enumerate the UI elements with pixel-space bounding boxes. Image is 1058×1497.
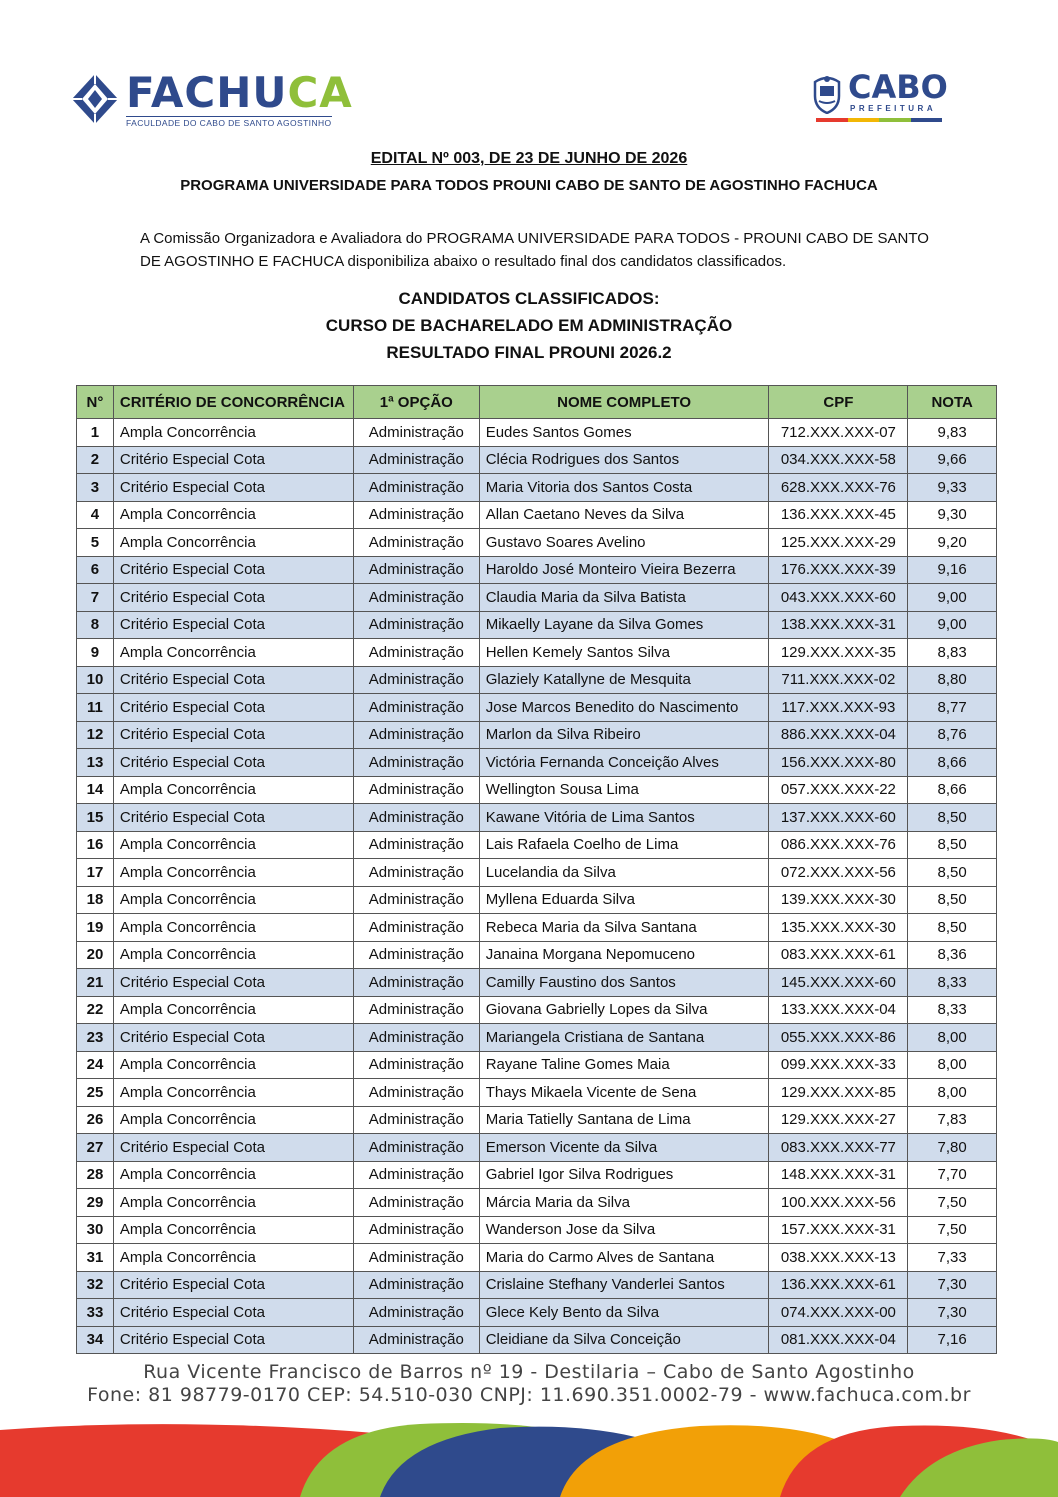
table-row	[77, 1244, 997, 1272]
table-row	[77, 1189, 997, 1217]
row-grade: 8,50	[908, 886, 997, 914]
table-row	[77, 804, 997, 832]
row-name: Victória Fernanda Conceição Alves	[479, 749, 769, 777]
table-row	[77, 1299, 997, 1327]
row-number: 13	[77, 749, 114, 777]
row-cpf: 086.XXX.XXX-76	[769, 831, 908, 859]
row-name: Gabriel Igor Silva Rodrigues	[479, 1161, 769, 1189]
row-criterion: Ampla Concorrência	[113, 1161, 353, 1189]
row-grade: 8,76	[908, 721, 997, 749]
table-row	[77, 694, 997, 722]
row-name: Wellington Sousa Lima	[479, 776, 769, 804]
row-criterion: Ampla Concorrência	[113, 1051, 353, 1079]
row-criterion: Ampla Concorrência	[113, 1106, 353, 1134]
row-number: 24	[77, 1051, 114, 1079]
table-row	[77, 776, 997, 804]
row-cpf: 136.XXX.XXX-45	[769, 501, 908, 529]
row-option: Administração	[353, 1326, 479, 1354]
row-criterion: Ampla Concorrência	[113, 996, 353, 1024]
table-row	[77, 859, 997, 887]
cabo-wordmark: CABO	[848, 68, 948, 106]
row-grade: 9,16	[908, 556, 997, 584]
row-option: Administração	[353, 996, 479, 1024]
row-criterion: Critério Especial Cota	[113, 804, 353, 832]
table-row	[77, 831, 997, 859]
row-option: Administração	[353, 831, 479, 859]
row-option: Administração	[353, 1299, 479, 1327]
row-criterion: Critério Especial Cota	[113, 446, 353, 474]
row-cpf: 129.XXX.XXX-35	[769, 639, 908, 667]
row-name: Allan Caetano Neves da Silva	[479, 501, 769, 529]
row-option: Administração	[353, 1106, 479, 1134]
footer-contact: Fone: 81 98779-0170 CEP: 54.510-030 CNPJ: 11.690.351.0002-79 - www.fachuca.com.br	[87, 1384, 971, 1406]
row-grade: 9,83	[908, 419, 997, 447]
row-grade: 8,77	[908, 694, 997, 722]
row-criterion: Critério Especial Cota	[113, 1271, 353, 1299]
row-number: 33	[77, 1299, 114, 1327]
cabo-color-stripe	[816, 118, 942, 122]
row-number: 5	[77, 529, 114, 557]
row-grade: 7,80	[908, 1134, 997, 1162]
row-name: Wanderson Jose da Silva	[479, 1216, 769, 1244]
row-cpf: 129.XXX.XXX-85	[769, 1079, 908, 1107]
row-criterion: Ampla Concorrência	[113, 886, 353, 914]
intro-line: DE AGOSTINHO E FACHUCA disponibiliza abaixo o resultado final dos candidatos classificados.	[140, 253, 787, 270]
row-option: Administração	[353, 446, 479, 474]
row-criterion: Ampla Concorrência	[113, 831, 353, 859]
program-title: PROGRAMA UNIVERSIDADE PARA TODOS PROUNI CABO DE SANTO DE AGOSTINHO FACHUCA	[180, 177, 878, 194]
row-grade: 9,20	[908, 529, 997, 557]
row-grade: 8,83	[908, 639, 997, 667]
table-row	[77, 446, 997, 474]
fachuca-tagline: FACULDADE DO CABO DE SANTO AGOSTINHO	[126, 118, 332, 128]
row-name: Lucelandia da Silva	[479, 859, 769, 887]
row-number: 28	[77, 1161, 114, 1189]
row-criterion: Critério Especial Cota	[113, 474, 353, 502]
row-cpf: 628.XXX.XXX-76	[769, 474, 908, 502]
row-name: Haroldo José Monteiro Vieira Bezerra	[479, 556, 769, 584]
row-grade: 7,70	[908, 1161, 997, 1189]
intro-line: A Comissão Organizadora e Avaliadora do PROGRAMA UNIVERSIDADE PARA TODOS - PROUNI CABO DE SANTO	[140, 230, 929, 247]
row-criterion: Critério Especial Cota	[113, 749, 353, 777]
row-number: 9	[77, 639, 114, 667]
table-header-row	[77, 386, 997, 419]
row-number: 14	[77, 776, 114, 804]
row-criterion: Ampla Concorrência	[113, 859, 353, 887]
row-cpf: 125.XXX.XXX-29	[769, 529, 908, 557]
course-heading: CURSO DE BACHARELADO EM ADMINISTRAÇÃO	[325, 316, 733, 335]
row-criterion: Ampla Concorrência	[113, 1189, 353, 1217]
row-criterion: Ampla Concorrência	[113, 941, 353, 969]
row-option: Administração	[353, 1051, 479, 1079]
row-grade: 8,50	[908, 859, 997, 887]
row-number: 23	[77, 1024, 114, 1052]
row-number: 10	[77, 666, 114, 694]
row-grade: 8,66	[908, 749, 997, 777]
row-option: Administração	[353, 529, 479, 557]
row-cpf: 156.XXX.XXX-80	[769, 749, 908, 777]
header-number: N°	[77, 386, 114, 419]
row-cpf: 139.XXX.XXX-30	[769, 886, 908, 914]
results-table	[76, 385, 997, 1354]
row-grade: 7,30	[908, 1271, 997, 1299]
row-cpf: 135.XXX.XXX-30	[769, 914, 908, 942]
row-number: 6	[77, 556, 114, 584]
table-row	[77, 611, 997, 639]
row-number: 15	[77, 804, 114, 832]
row-grade: 7,16	[908, 1326, 997, 1354]
row-grade: 8,66	[908, 776, 997, 804]
row-option: Administração	[353, 859, 479, 887]
row-criterion: Critério Especial Cota	[113, 1299, 353, 1327]
table-row	[77, 1134, 997, 1162]
row-grade: 7,50	[908, 1189, 997, 1217]
header-cpf: CPF	[769, 386, 908, 419]
row-cpf: 117.XXX.XXX-93	[769, 694, 908, 722]
row-grade: 7,50	[908, 1216, 997, 1244]
row-name: Rebeca Maria da Silva Santana	[479, 914, 769, 942]
row-name: Eudes Santos Gomes	[479, 419, 769, 447]
row-grade: 8,00	[908, 1079, 997, 1107]
row-cpf: 099.XXX.XXX-33	[769, 1051, 908, 1079]
row-option: Administração	[353, 694, 479, 722]
row-name: Marlon da Silva Ribeiro	[479, 721, 769, 749]
row-option: Administração	[353, 1271, 479, 1299]
row-grade: 8,00	[908, 1051, 997, 1079]
row-number: 26	[77, 1106, 114, 1134]
row-criterion: Ampla Concorrência	[113, 639, 353, 667]
row-cpf: 148.XXX.XXX-31	[769, 1161, 908, 1189]
row-cpf: 138.XXX.XXX-31	[769, 611, 908, 639]
row-criterion: Ampla Concorrência	[113, 914, 353, 942]
row-cpf: 136.XXX.XXX-61	[769, 1271, 908, 1299]
header-name: NOME COMPLETO	[479, 386, 769, 419]
header-criterion: CRITÉRIO DE CONCORRÊNCIA	[113, 386, 353, 419]
row-number: 22	[77, 996, 114, 1024]
table-row	[77, 1106, 997, 1134]
row-name: Clécia Rodrigues dos Santos	[479, 446, 769, 474]
row-name: Márcia Maria da Silva	[479, 1189, 769, 1217]
row-cpf: 074.XXX.XXX-00	[769, 1299, 908, 1327]
row-grade: 8,36	[908, 941, 997, 969]
row-cpf: 712.XXX.XXX-07	[769, 419, 908, 447]
row-name: Janaina Morgana Nepomuceno	[479, 941, 769, 969]
row-cpf: 038.XXX.XXX-13	[769, 1244, 908, 1272]
table-row	[77, 1024, 997, 1052]
row-option: Administração	[353, 666, 479, 694]
row-option: Administração	[353, 914, 479, 942]
table-row	[77, 1079, 997, 1107]
row-cpf: 100.XXX.XXX-56	[769, 1189, 908, 1217]
row-option: Administração	[353, 886, 479, 914]
row-option: Administração	[353, 639, 479, 667]
row-grade: 8,00	[908, 1024, 997, 1052]
row-criterion: Critério Especial Cota	[113, 969, 353, 997]
row-option: Administração	[353, 1216, 479, 1244]
row-name: Maria do Carmo Alves de Santana	[479, 1244, 769, 1272]
header-grade: NOTA	[908, 386, 997, 419]
row-number: 3	[77, 474, 114, 502]
row-number: 29	[77, 1189, 114, 1217]
row-number: 12	[77, 721, 114, 749]
table-row	[77, 501, 997, 529]
row-criterion: Ampla Concorrência	[113, 1244, 353, 1272]
row-option: Administração	[353, 474, 479, 502]
row-option: Administração	[353, 419, 479, 447]
row-option: Administração	[353, 1189, 479, 1217]
row-cpf: 129.XXX.XXX-27	[769, 1106, 908, 1134]
row-cpf: 057.XXX.XXX-22	[769, 776, 908, 804]
row-cpf: 083.XXX.XXX-61	[769, 941, 908, 969]
row-option: Administração	[353, 501, 479, 529]
row-cpf: 711.XXX.XXX-02	[769, 666, 908, 694]
row-grade: 9,33	[908, 474, 997, 502]
row-name: Glece Kely Bento da Silva	[479, 1299, 769, 1327]
row-option: Administração	[353, 721, 479, 749]
row-name: Claudia Maria da Silva Batista	[479, 584, 769, 612]
row-cpf: 055.XXX.XXX-86	[769, 1024, 908, 1052]
row-number: 16	[77, 831, 114, 859]
row-name: Maria Tatielly Santana de Lima	[479, 1106, 769, 1134]
row-name: Mariangela Cristiana de Santana	[479, 1024, 769, 1052]
row-option: Administração	[353, 1244, 479, 1272]
row-grade: 8,80	[908, 666, 997, 694]
fachuca-emblem-icon	[70, 72, 120, 126]
row-number: 7	[77, 584, 114, 612]
row-name: Kawane Vitória de Lima Santos	[479, 804, 769, 832]
row-cpf: 133.XXX.XXX-04	[769, 996, 908, 1024]
row-name: Lais Rafaela Coelho de Lima	[479, 831, 769, 859]
row-option: Administração	[353, 969, 479, 997]
row-name: Mikaelly Layane da Silva Gomes	[479, 611, 769, 639]
row-cpf: 043.XXX.XXX-60	[769, 584, 908, 612]
table-row	[77, 1326, 997, 1354]
row-number: 11	[77, 694, 114, 722]
row-criterion: Critério Especial Cota	[113, 694, 353, 722]
header-option: 1ª OPÇÃO	[353, 386, 479, 419]
row-name: Giovana Gabrielly Lopes da Silva	[479, 996, 769, 1024]
table-row	[77, 969, 997, 997]
row-name: Rayane Taline Gomes Maia	[479, 1051, 769, 1079]
row-grade: 7,30	[908, 1299, 997, 1327]
table-row	[77, 474, 997, 502]
row-grade: 9,30	[908, 501, 997, 529]
row-number: 20	[77, 941, 114, 969]
row-criterion: Critério Especial Cota	[113, 1024, 353, 1052]
row-name: Jose Marcos Benedito do Nascimento	[479, 694, 769, 722]
row-name: Camilly Faustino dos Santos	[479, 969, 769, 997]
row-criterion: Ampla Concorrência	[113, 1079, 353, 1107]
row-grade: 9,00	[908, 611, 997, 639]
cabo-crest-icon	[810, 74, 844, 114]
table-row	[77, 1161, 997, 1189]
row-number: 25	[77, 1079, 114, 1107]
row-cpf: 081.XXX.XXX-04	[769, 1326, 908, 1354]
row-option: Administração	[353, 584, 479, 612]
row-criterion: Critério Especial Cota	[113, 721, 353, 749]
row-criterion: Ampla Concorrência	[113, 501, 353, 529]
row-grade: 7,83	[908, 1106, 997, 1134]
row-name: Crislaine Stefhany Vanderlei Santos	[479, 1271, 769, 1299]
row-name: Glaziely Katallyne de Mesquita	[479, 666, 769, 694]
table-row	[77, 419, 997, 447]
row-cpf: 034.XXX.XXX-58	[769, 446, 908, 474]
table-row	[77, 639, 997, 667]
row-grade: 8,50	[908, 914, 997, 942]
row-grade: 9,00	[908, 584, 997, 612]
row-option: Administração	[353, 1161, 479, 1189]
row-option: Administração	[353, 749, 479, 777]
row-grade: 8,50	[908, 831, 997, 859]
row-grade: 8,33	[908, 996, 997, 1024]
row-number: 8	[77, 611, 114, 639]
row-criterion: Critério Especial Cota	[113, 1134, 353, 1162]
table-row	[77, 1051, 997, 1079]
table-row	[77, 914, 997, 942]
row-option: Administração	[353, 776, 479, 804]
table-row	[77, 1216, 997, 1244]
row-grade: 8,50	[908, 804, 997, 832]
row-cpf: 145.XXX.XXX-60	[769, 969, 908, 997]
prefeitura-label: PREFEITURA	[850, 104, 937, 113]
edital-title: EDITAL Nº 003, DE 23 DE JUNHO DE 2026	[370, 150, 688, 167]
table-row	[77, 584, 997, 612]
row-option: Administração	[353, 556, 479, 584]
row-name: Hellen Kemely Santos Silva	[479, 639, 769, 667]
fachuca-wordmark: FACHUCA	[126, 68, 353, 117]
fachuca-logo	[70, 68, 353, 130]
row-number: 34	[77, 1326, 114, 1354]
table-row	[77, 886, 997, 914]
table-row	[77, 556, 997, 584]
row-option: Administração	[353, 1024, 479, 1052]
row-name: Myllena Eduarda Silva	[479, 886, 769, 914]
row-number: 1	[77, 419, 114, 447]
row-option: Administração	[353, 804, 479, 832]
cabo-prefeitura-logo	[810, 70, 950, 126]
table-row	[77, 941, 997, 969]
row-name: Maria Vitoria dos Santos Costa	[479, 474, 769, 502]
row-number: 30	[77, 1216, 114, 1244]
intro-paragraph	[140, 227, 940, 273]
section-heading: CANDIDATOS CLASSIFICADOS:	[398, 289, 660, 308]
row-name: Gustavo Soares Avelino	[479, 529, 769, 557]
row-number: 18	[77, 886, 114, 914]
table-row	[77, 529, 997, 557]
row-criterion: Ampla Concorrência	[113, 1216, 353, 1244]
row-cpf: 157.XXX.XXX-31	[769, 1216, 908, 1244]
table-row	[77, 721, 997, 749]
row-criterion: Ampla Concorrência	[113, 529, 353, 557]
row-criterion: Critério Especial Cota	[113, 666, 353, 694]
row-criterion: Critério Especial Cota	[113, 611, 353, 639]
result-heading: RESULTADO FINAL PROUNI 2026.2	[386, 343, 672, 362]
table-row	[77, 666, 997, 694]
row-grade: 8,33	[908, 969, 997, 997]
row-number: 2	[77, 446, 114, 474]
row-criterion: Critério Especial Cota	[113, 1326, 353, 1354]
row-option: Administração	[353, 1079, 479, 1107]
row-number: 21	[77, 969, 114, 997]
row-criterion: Critério Especial Cota	[113, 584, 353, 612]
row-grade: 7,33	[908, 1244, 997, 1272]
row-option: Administração	[353, 941, 479, 969]
row-option: Administração	[353, 1134, 479, 1162]
table-row	[77, 996, 997, 1024]
row-cpf: 137.XXX.XXX-60	[769, 804, 908, 832]
row-grade: 9,66	[908, 446, 997, 474]
row-number: 19	[77, 914, 114, 942]
row-name: Emerson Vicente da Silva	[479, 1134, 769, 1162]
footer-address: Rua Vicente Francisco de Barros nº 19 - Destilaria – Cabo de Santo Agostinho	[143, 1361, 915, 1383]
table-row	[77, 1271, 997, 1299]
footer-color-waves	[0, 1420, 1058, 1497]
row-number: 32	[77, 1271, 114, 1299]
row-number: 4	[77, 501, 114, 529]
row-name: Cleidiane da Silva Conceição	[479, 1326, 769, 1354]
row-name: Thays Mikaela Vicente de Sena	[479, 1079, 769, 1107]
row-number: 17	[77, 859, 114, 887]
table-row	[77, 749, 997, 777]
row-criterion: Ampla Concorrência	[113, 776, 353, 804]
row-number: 31	[77, 1244, 114, 1272]
row-option: Administração	[353, 611, 479, 639]
row-cpf: 176.XXX.XXX-39	[769, 556, 908, 584]
row-cpf: 886.XXX.XXX-04	[769, 721, 908, 749]
row-criterion: Critério Especial Cota	[113, 556, 353, 584]
row-criterion: Ampla Concorrência	[113, 419, 353, 447]
row-number: 27	[77, 1134, 114, 1162]
row-cpf: 072.XXX.XXX-56	[769, 859, 908, 887]
row-cpf: 083.XXX.XXX-77	[769, 1134, 908, 1162]
